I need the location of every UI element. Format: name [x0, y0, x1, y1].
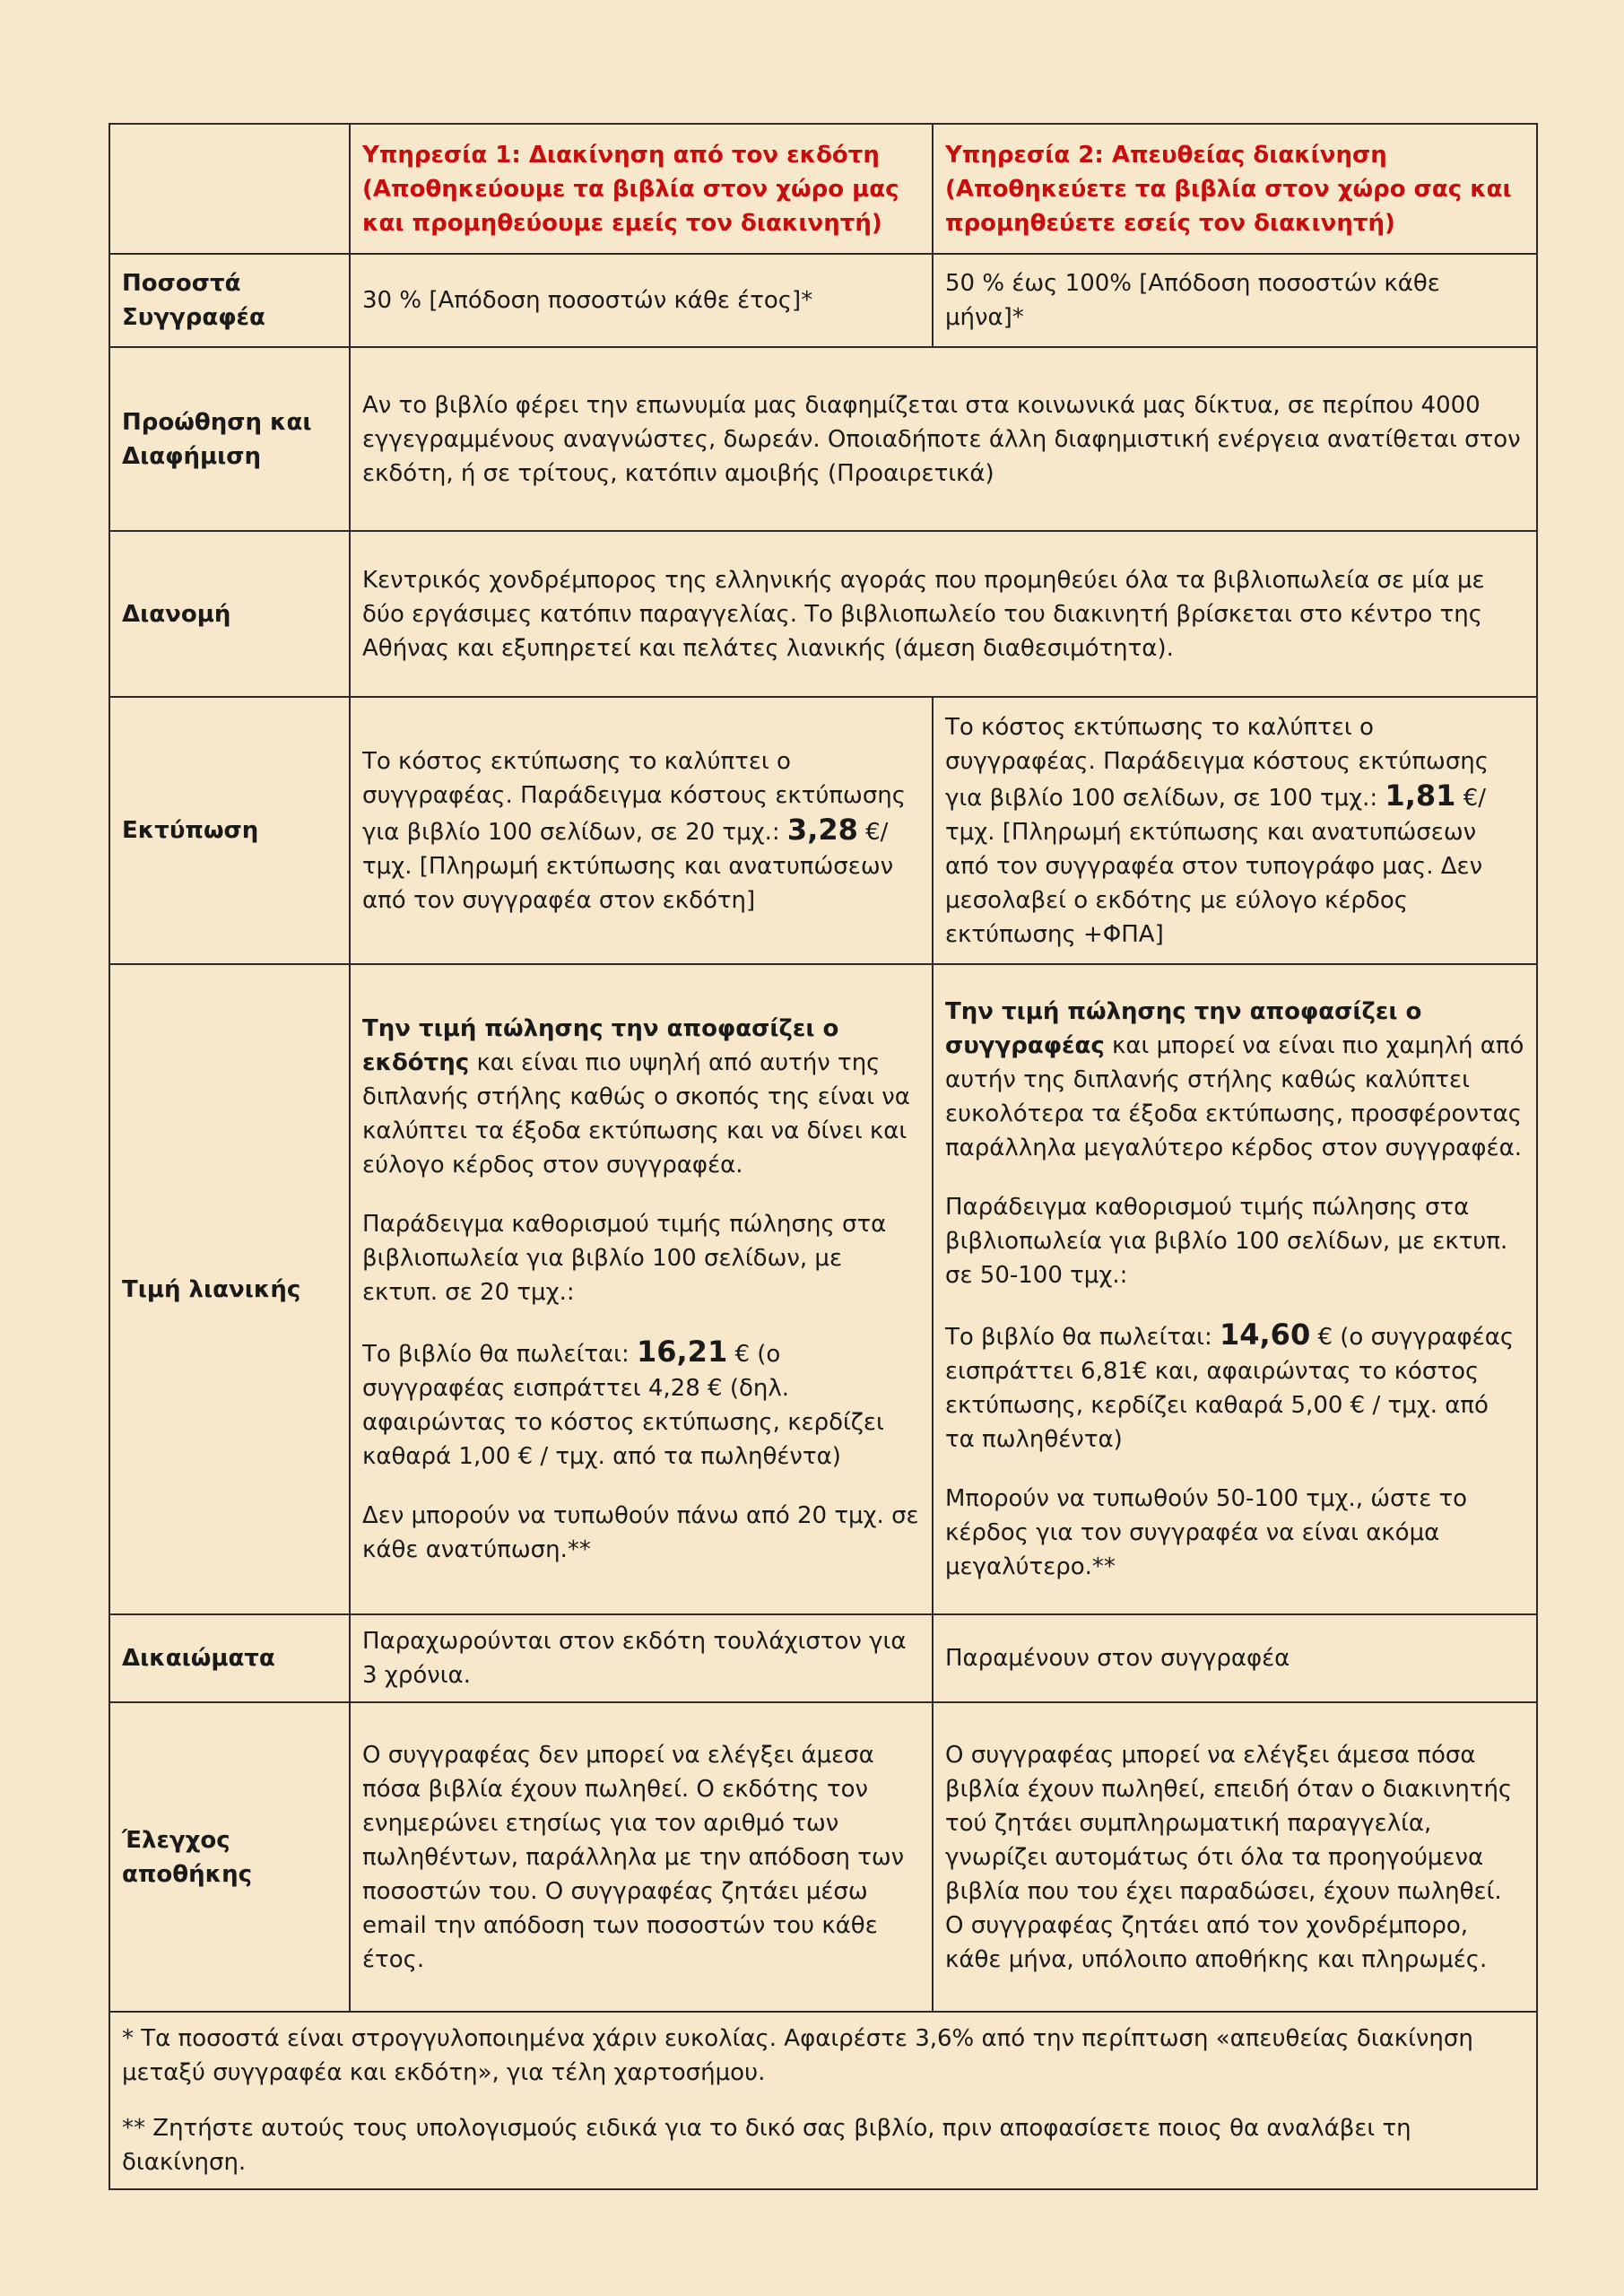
rights-service1: Παραχωρούνται στον εκδότη τουλάχιστον για 3 χρόνια.: [350, 1614, 933, 1702]
retail-s2-example: Παράδειγμα καθορισμού τιμής πώλησης στα βιβλιοπωλεία για βιβλίο 100 σελίδων, με εκτυπ. σε 50-100 τμχ.:: [945, 1194, 1508, 1289]
retail-s1-limit: Δεν μπορούν να τυπωθούν πάνω από 20 τμχ. σε κάθε ανατύπωση.**: [362, 1502, 919, 1563]
retail-s1-price-line: [362, 1335, 920, 1474]
retail-s2-rest: και μπορεί να είναι πιο χαμηλή από αυτήν της διπλανής στήλης καθώς καλύπτει ευκολότερα τα έξοδα εκτύπωσης, προσφέροντας παράλληλα μεγαλύτερο κέρδος στον συγγραφέα.: [945, 1032, 1524, 1161]
empty-corner-cell: [109, 124, 350, 254]
printing-label: Εκτύπωση: [109, 697, 350, 964]
retail-s2-price-line: [945, 1318, 1524, 1457]
retail-s1-price: 16,21: [636, 1335, 728, 1369]
retail-s1-pre: Το βιβλίο θα πωλείται:: [362, 1341, 637, 1368]
footnote-1: * Τα ποσοστά είναι στρογγυλοποιημένα χάριν ευκολίας. Αφαιρέστε 3,6% από την περίπτωση «απευθείας διακίνηση μεταξύ συγγραφέα και εκδότη», για τέλη χαρτοσήμου.: [122, 2025, 1473, 2086]
promotion-text: Αν το βιβλίο φέρει την επωνυμία μας διαφημίζεται στα κοινωνικά μας δίκτυα, σε περίπου 4000 εγγεγραμμένους αναγνώστες, δωρεάν. Οποιαδήποτε άλλη διαφημιστική ενέργεια ανατίθεται στον εκδότη, ή σε τρίτους, κατόπιν αμοιβής (Προαιρετικά): [350, 347, 1537, 531]
printing-service1: [350, 697, 933, 964]
retail-s2-pre: Το βιβλίο θα πωλείται:: [945, 1324, 1220, 1351]
printing-s2-pre: Το κόστος εκτύπωσης το καλύπτει ο συγγραφέας. Παράδειγμα κόστους εκτύπωσης για βιβλίο 100 σελίδων, σε 100 τμχ.:: [945, 713, 1489, 812]
distribution-row: [109, 531, 1537, 697]
retail-s2-limit: Μπορούν να τυπωθούν 50-100 τμχ., ώστε το κέρδος για τον συγγραφέα να είναι ακόμα μεγαλύτερο.**: [945, 1485, 1468, 1580]
footnote-2: ** Ζητήστε αυτούς τους υπολογισμούς ειδικά για το δικό σας βιβλίο, πριν αποφασίσετε ποιος θα αναλάβει τη διακίνηση.: [122, 2115, 1411, 2176]
stock-label: Έλεγχος αποθήκης: [109, 1702, 350, 2012]
footnotes-row: [109, 2012, 1537, 2189]
rights-service2: Παραμένουν στον συγγραφέα: [933, 1614, 1537, 1702]
stock-control-row: [109, 1702, 1537, 2012]
royalties-label: Ποσοστά Συγγραφέα: [109, 254, 350, 347]
promotion-row: [109, 347, 1537, 531]
promotion-label: Προώθηση και Διαφήμιση: [109, 347, 350, 531]
retail-s1-bold: Την τιμή πώλησης την αποφασίζει ο εκδότης: [362, 1015, 839, 1076]
retail-s2-intro: [945, 995, 1524, 1165]
distribution-label: Διανομή: [109, 531, 350, 697]
footnotes-cell: [109, 2012, 1537, 2189]
rights-row: [109, 1614, 1537, 1702]
retail-s1-post: € (ο συγγραφέας εισπράττει 4,28 € (δηλ. αφαιρώντας το κόστος εκτύπωσης, κερδίζει καθαρά 1,00 € / τμχ. από τα πωληθέντα): [362, 1341, 884, 1470]
retail-s2-post: € (ο συγγραφέας εισπράττει 6,81€ και, αφαιρώντας το κόστος εκτύπωσης, κερδίζει καθαρά 5,00 € / τμχ. από τα πωληθέντα): [945, 1324, 1515, 1453]
retail-label: Τιμή λιανικής: [109, 964, 350, 1614]
services-comparison-table: [109, 123, 1538, 2190]
printing-row: [109, 697, 1537, 964]
retail-service2: [933, 964, 1537, 1614]
header-row: [109, 124, 1537, 254]
printing-s1-price: 3,28: [786, 812, 858, 847]
distribution-text: Κεντρικός χονδρέμπορος της ελληνικής αγοράς που προμηθεύει όλα τα βιβλιοπωλεία σε μία με δύο εργάσιμες κατόπιν παραγγελίας. Το βιβλιοπωλείο του διακινητή βρίσκεται στο κέντρο της Αθήνας και εξυπηρετεί και πελάτες λιανικής (άμεση διαθεσιμότητα).: [350, 531, 1537, 697]
printing-s2-price: 1,81: [1385, 778, 1456, 813]
retail-s2-bold: Την τιμή πώλησης την αποφασίζει ο συγγραφέας: [945, 998, 1422, 1059]
retail-service1: [350, 964, 933, 1614]
retail-s2-price: 14,60: [1219, 1318, 1311, 1352]
service1-header: Υπηρεσία 1: Διακίνηση από τον εκδότη (Αποθηκεύουμε τα βιβλία στον χώρο μας και προμηθεύουμε εμείς τον διακινητή): [350, 124, 933, 254]
retail-s1-example: Παράδειγμα καθορισμού τιμής πώλησης στα βιβλιοπωλεία για βιβλίο 100 σελίδων, με εκτυπ. σε 20 τμχ.:: [362, 1211, 887, 1306]
stock-service1: Ο συγγραφέας δεν μπορεί να ελέγξει άμεσα πόσα βιβλία έχουν πωληθεί. Ο εκδότης τον ενημερώνει ετησίως για τον αριθμό των πωληθέντων, παράλληλα με την απόδοση των ποσοστών του. Ο συγγραφέας ζητάει μέσω email την απόδοση των ποσοστών του κάθε έτος.: [350, 1702, 933, 2012]
retail-price-row: [109, 964, 1537, 1614]
retail-s1-rest: και είναι πιο υψηλή από αυτήν της διπλανής στήλης καθώς ο σκοπός της είναι να καλύπτει τα έξοδα εκτύπωσης και να δίνει και εύλογο κέρδος στον συγγραφέα.: [362, 1049, 910, 1178]
royalties-row: [109, 254, 1537, 347]
royalties-service2: 50 % έως 100% [Απόδοση ποσοστών κάθε μήνα]*: [933, 254, 1537, 347]
royalties-service1: 30 % [Απόδοση ποσοστών κάθε έτος]*: [350, 254, 933, 347]
printing-s1-pre: Το κόστος εκτύπωσης το καλύπτει ο συγγραφέας. Παράδειγμα κόστους εκτύπωσης για βιβλίο 100 σελίδων, σε 20 τμχ.:: [362, 747, 907, 846]
rights-label: Δικαιώματα: [109, 1614, 350, 1702]
stock-service2: Ο συγγραφέας μπορεί να ελέγξει άμεσα πόσα βιβλία έχουν πωληθεί, επειδή όταν ο διακινητής τού ζητάει συμπληρωματική παραγγελία, γνωρίζει αυτομάτως ότι όλα τα προηγούμενα βιβλία που του έχει παραδώσει, έχουν πωληθεί. Ο συγγραφέας ζητάει από τον χονδρέμπορο, κάθε μήνα, υπόλοιπο αποθήκης και πληρωμές.: [933, 1702, 1537, 2012]
printing-service2: [933, 697, 1537, 964]
retail-s1-intro: [362, 1012, 920, 1182]
printing-s1-post: €/τμχ. [Πληρωμή εκτύπωσης και ανατυπώσεων από τον συγγραφέα στον εκδότη]: [362, 818, 894, 914]
service2-header: Υπηρεσία 2: Απευθείας διακίνηση (Αποθηκεύετε τα βιβλία στον χώρο σας και προμηθεύετε εσείς τον διακινητή): [933, 124, 1537, 254]
printing-s2-post: €/τμχ. [Πληρωμή εκτύπωσης και ανατυπώσεων από τον συγγραφέα στον τυπογράφο μας. Δεν μεσολαβεί ο εκδότης με εύλογο κέρδος εκτύπωσης +ΦΠΑ]: [945, 784, 1486, 948]
